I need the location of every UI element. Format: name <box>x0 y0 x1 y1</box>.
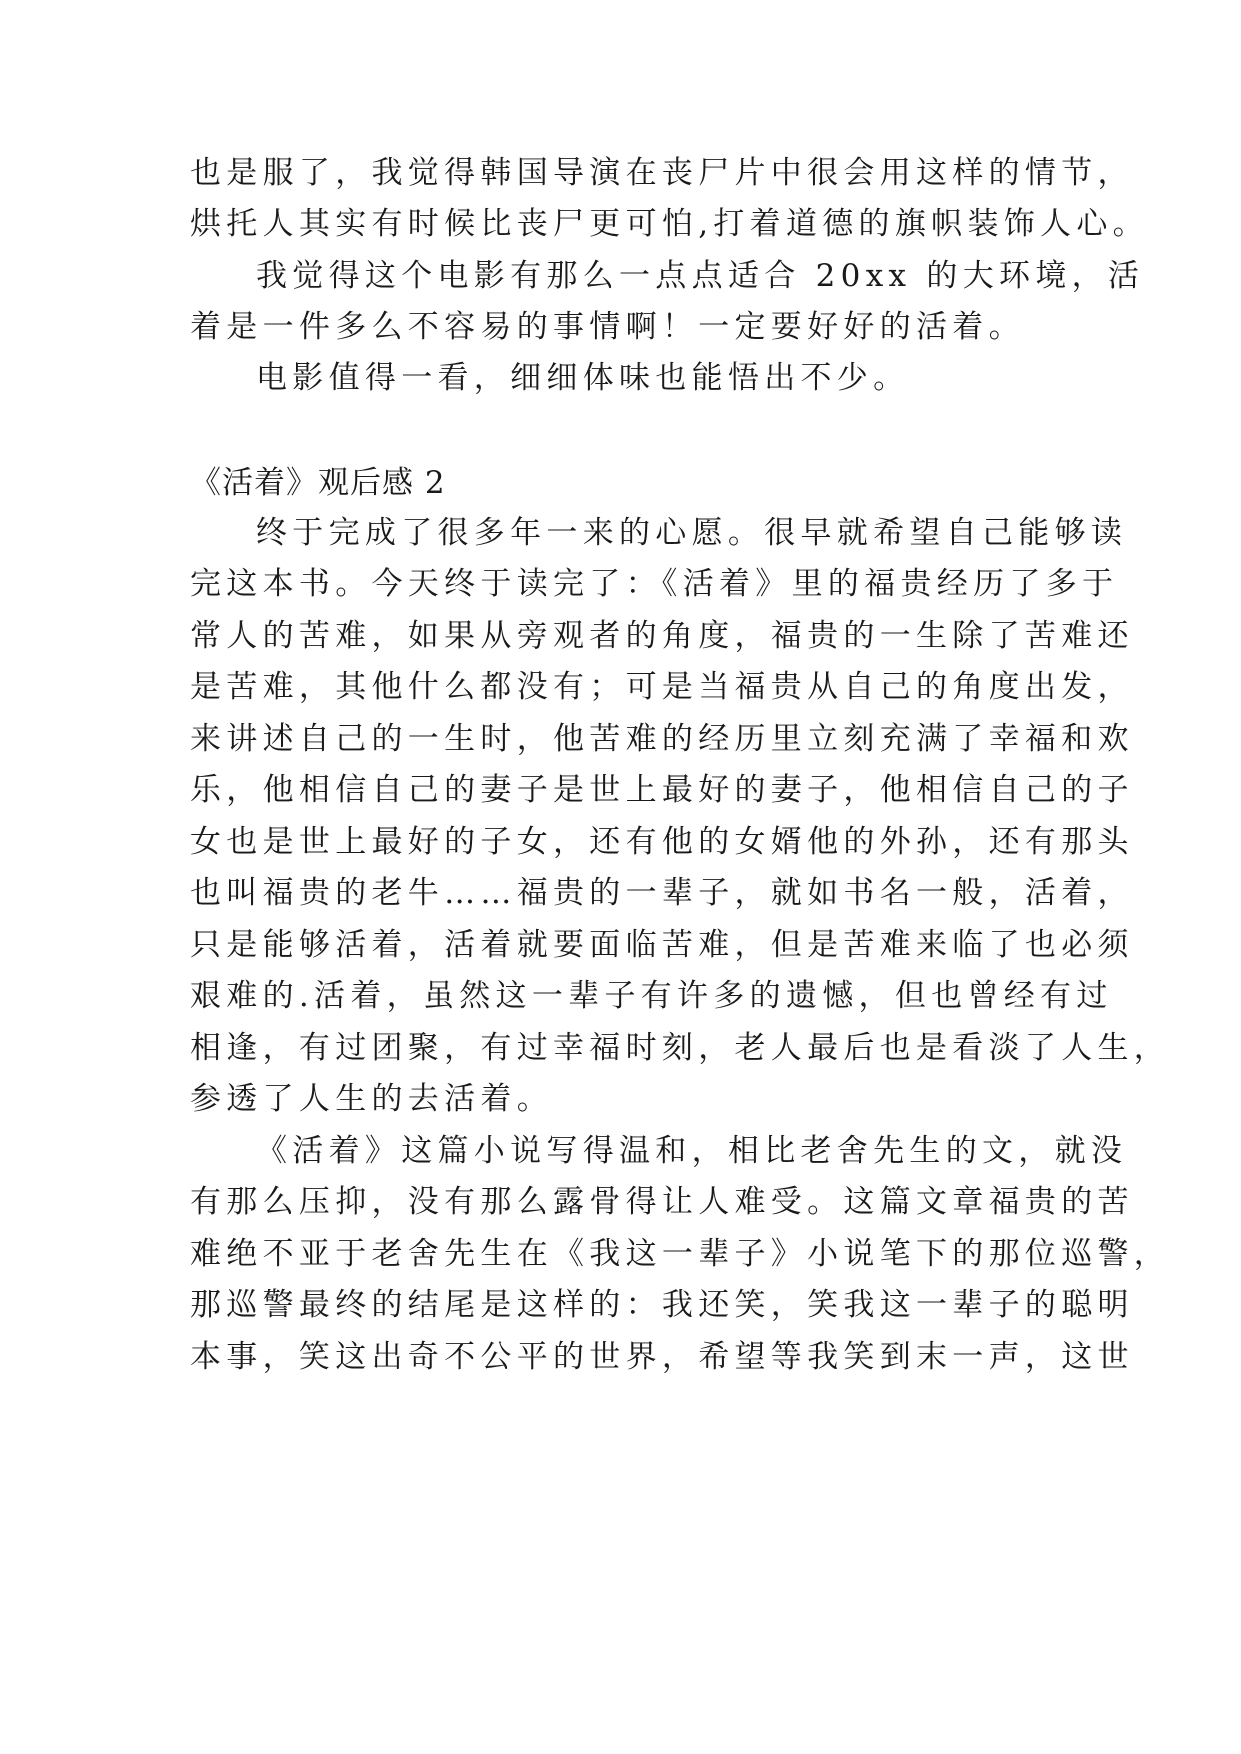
paragraph-line: 终于完成了很多年一来的心愿。很早就希望自己能够读 <box>256 515 1128 551</box>
paragraph-line: 本事，笑这出奇不公平的世界，希望等我笑到末一声，这世 <box>190 1339 1134 1375</box>
paragraph-line: 女也是世上最好的子女，还有他的女婿他的外孙，还有那头 <box>190 824 1134 860</box>
paragraph-line: 只是能够活着，活着就要面临苦难，但是苦难来临了也必须 <box>190 927 1134 963</box>
paragraph-line: 烘托人其实有时候比丧尸更可怕,打着道德的旗帜装饰人心。 <box>190 206 1149 242</box>
paragraph-line: 也叫福贵的老牛……福贵的一辈子，就如书名一般，活着， <box>190 875 1134 911</box>
paragraph-line: 艰难的.活着，虽然这一辈子有许多的遗憾，但也曾经有过 <box>190 978 1113 1014</box>
paragraph-line: 相逢，有过团聚，有过幸福时刻，老人最后也是看淡了人生， <box>190 1030 1171 1066</box>
paragraph-line: 完这本书。今天终于读完了：《活着》里的福贵经历了多于 <box>190 566 1119 602</box>
paragraph-line: 《活着》这篇小说写得温和，相比老舍先生的文，就没 <box>256 1133 1128 1169</box>
paragraph-line: 常人的苦难，如果从旁观者的角度，福贵的一生除了苦难还 <box>190 618 1134 654</box>
paragraph-line: 是苦难，其他什么都没有；可是当福贵从自己的角度出发， <box>190 669 1134 705</box>
paragraph-line: 电影值得一看，细细体味也能悟出不少。 <box>256 360 910 396</box>
paragraph-line: 参透了人生的去活着。 <box>190 1081 553 1117</box>
section-title: 《活着》观后感 2 <box>190 465 446 501</box>
paragraph-line: 难绝不亚于老舍先生在《我这一辈子》小说笔下的那位巡警， <box>190 1236 1171 1272</box>
paragraph-line: 也是服了，我觉得韩国导演在丧尸片中很会用这样的情节， <box>190 155 1134 191</box>
paragraph-line: 那巡警最终的结尾是这样的：我还笑，笑我这一辈子的聪明 <box>190 1287 1134 1323</box>
paragraph-line: 我觉得这个电影有那么一点点适合 20xx 的大环境，活 <box>256 258 1145 294</box>
paragraph-line: 乐，他相信自己的妻子是世上最好的妻子，他相信自己的子 <box>190 772 1134 808</box>
paragraph-line: 有那么压抑，没有那么露骨得让人难受。这篇文章福贵的苦 <box>190 1184 1134 1220</box>
paragraph-line: 着是一件多么不容易的事情啊！一定要好好的活着。 <box>190 309 1025 345</box>
paragraph-line: 来讲述自己的一生时，他苦难的经历里立刻充满了幸福和欢 <box>190 721 1134 757</box>
